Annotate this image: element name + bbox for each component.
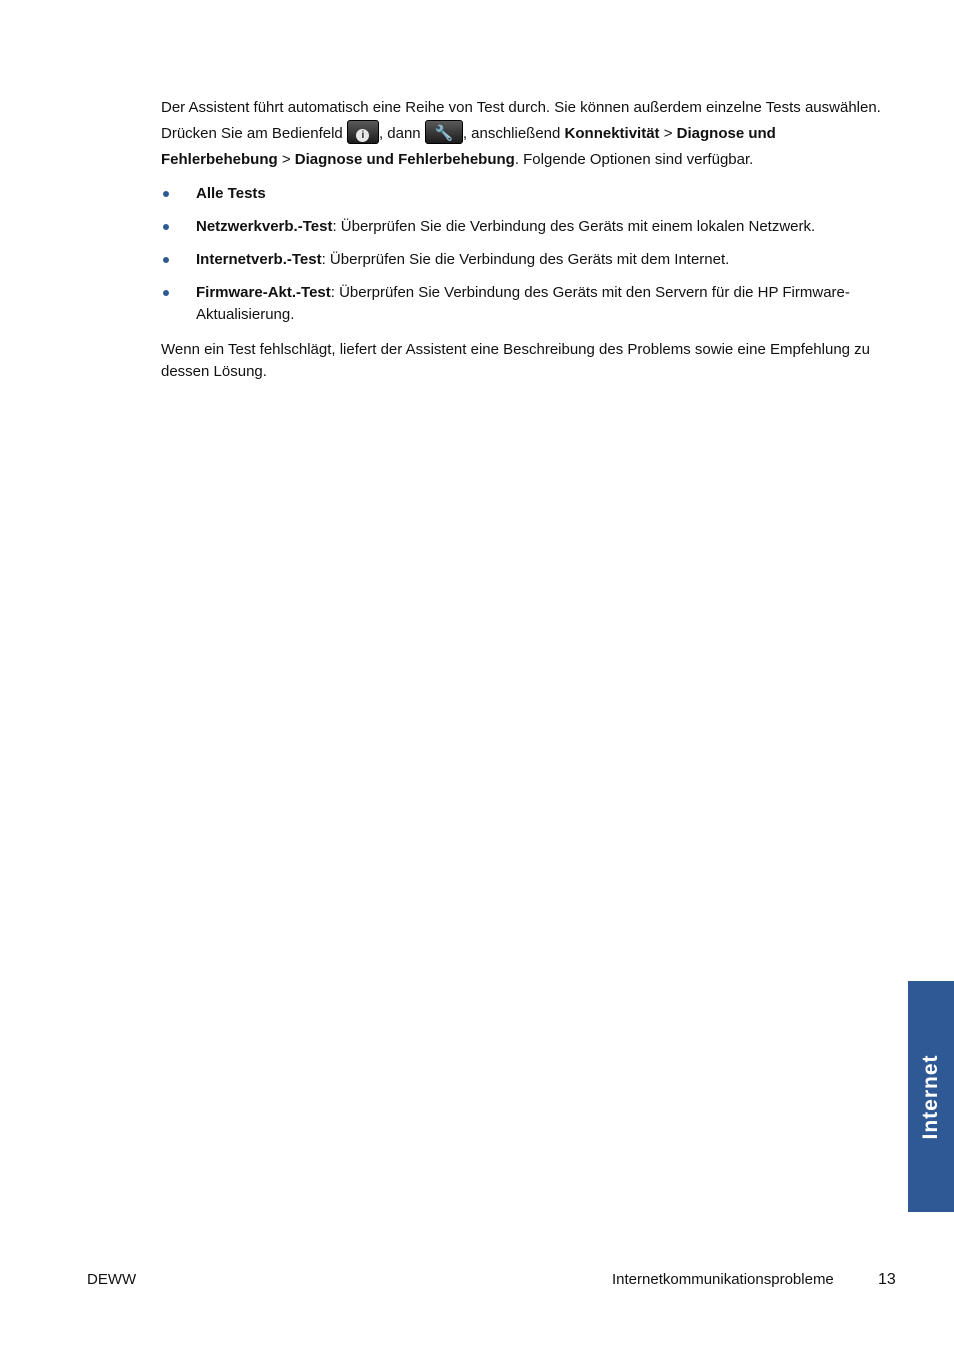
bullet-icon <box>163 290 169 296</box>
footer-chapter-title: Internetkommunikationsprobleme <box>612 1271 834 1288</box>
list-item <box>161 216 886 238</box>
intro-text: Der Assistent führt automatisch eine Reihe von Test durch. Sie können außerdem einzelne Tests auswählen. Drücken Sie am Bedienfeld <box>161 99 881 142</box>
bullet-icon <box>163 257 169 263</box>
list-item <box>161 249 886 271</box>
list-item-title: Internetverb.-Test <box>196 251 322 268</box>
footer-doc-code: DEWW <box>87 1271 137 1288</box>
list-item-title: Alle Tests <box>196 185 266 202</box>
test-options-list <box>161 183 886 326</box>
intro-paragraph <box>161 95 886 173</box>
list-item-text: : Überprüfen Sie die Verbindung des Geräts mit dem Internet. <box>321 251 730 268</box>
list-item-title: Firmware-Akt.-Test <box>196 284 331 301</box>
list-item-text: : Überprüfen Sie die Verbindung des Geräts mit einem lokalen Netzwerk. <box>332 218 816 235</box>
list-item-text: : Überprüfen Sie Verbindung des Geräts mit den Servern für die HP Firmware-Aktualisierung. <box>196 284 850 323</box>
intro-text: . Folgende Optionen sind verfügbar. <box>514 151 754 168</box>
list-item-title: Netzwerkverb.-Test <box>196 218 333 235</box>
bullet-icon <box>163 191 169 197</box>
outro-paragraph: Wenn ein Test fehlschlägt, liefert der Assistent eine Beschreibung des Problems sowie eine Empfehlung zu dessen Lösung. <box>161 341 871 380</box>
info-icon: i <box>347 120 379 144</box>
intro-text: , dann <box>378 125 425 142</box>
footer-page-number: 13 <box>878 1271 896 1288</box>
chapter-side-tab-label: Internet <box>919 1053 942 1140</box>
chapter-side-tab <box>908 981 954 1212</box>
menu-path-connectivity: Konnektivität <box>564 125 660 142</box>
wrench-icon: 🔧 <box>425 120 463 144</box>
menu-path-diagnostics: Diagnose und Fehlerbehebung <box>161 125 776 168</box>
menu-path-separator: > <box>659 125 677 142</box>
list-item <box>161 282 886 326</box>
menu-path-diagnostics-sub: Diagnose und Fehlerbehebung <box>294 151 515 168</box>
list-item <box>161 183 886 205</box>
bullet-icon <box>163 224 169 230</box>
intro-text: , anschließend <box>462 125 565 142</box>
menu-path-separator: > <box>277 151 295 168</box>
main-content <box>161 95 886 383</box>
